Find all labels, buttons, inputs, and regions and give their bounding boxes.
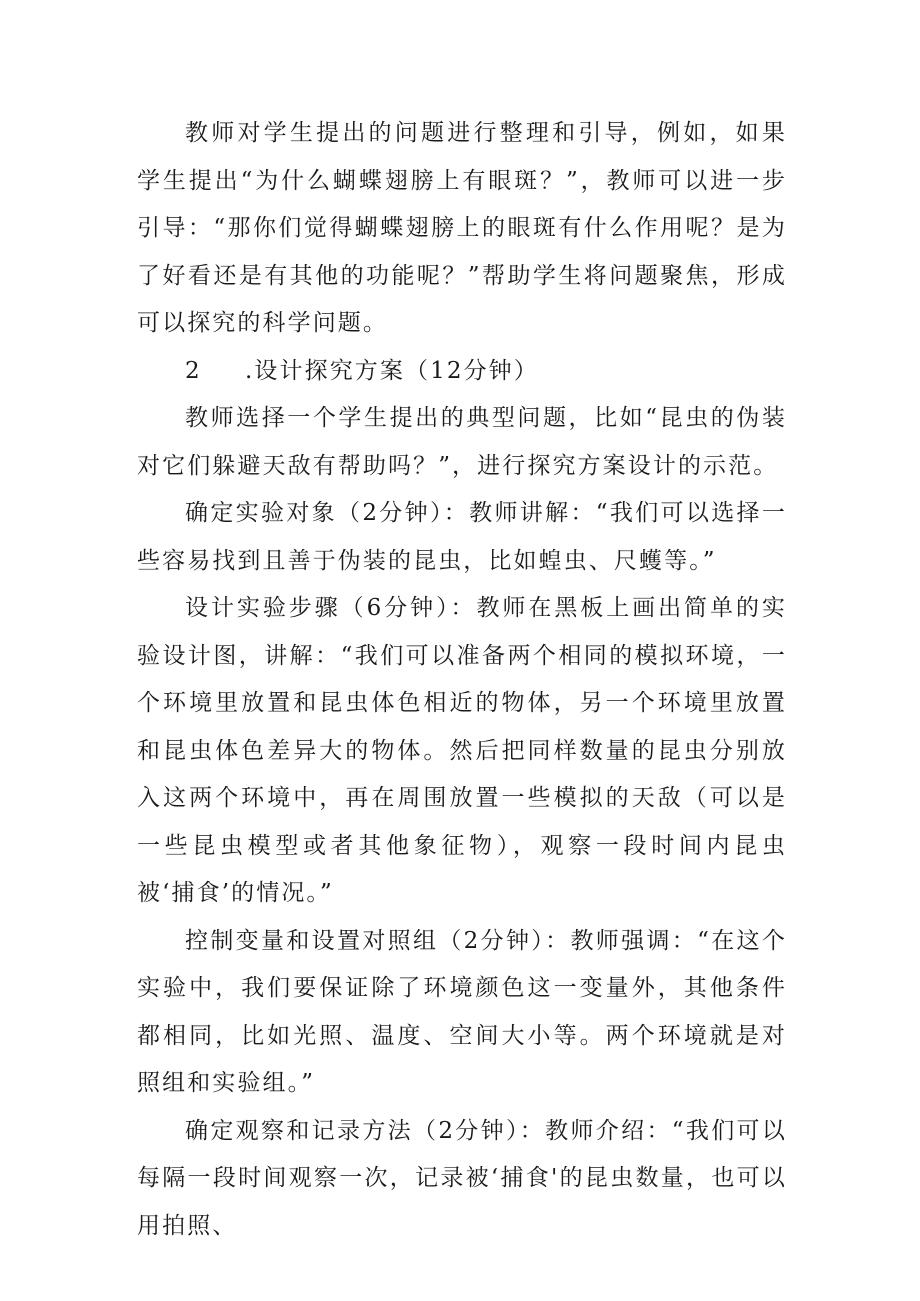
paragraph-demo-problem: 教师选择一个学生提出的典型问题，比如“昆虫的伪装对它们躲避天敌有帮助吗？”，进行探究方案设计的示范。 [137,405,787,479]
section-number: 2 [185,357,202,384]
section-title: .设计探究方案（12分钟） [245,357,539,384]
paragraph-question-guidance: 教师对学生提出的问题进行整理和引导，例如，如果学生提出“为什么蝴蝶翅膀上有眼斑？”，教师可以进一步引导：“那你们觉得蝴蝶翅膀上的眼斑有什么作用呢？是为了好看还是有其他的功能呢？”帮助学生将问题聚焦，形成可以探究的科学问题。 [137,120,787,336]
paragraph-experiment-subject: 确定实验对象（2分钟）：教师讲解：“我们可以选择一些容易找到且善于伪装的昆虫，比如蝗虫、尺蠖等。” [137,500,787,574]
section-heading [137,348,787,396]
paragraph-experiment-steps: 设计实验步骤（6分钟）：教师在黑板上画出简单的实验设计图，讲解：“我们可以准备两个相同的模拟环境，一个环境里放置和昆虫体色相近的物体，另一个环境里放置和昆虫体色差异大的物体。然后把同样数量的昆虫分别放入这两个环境中，再在周围放置一些模拟的天敌（可以是一些昆虫模型或者其他象征物），观察一段时间内昆虫被‘捕食’的情况。” [137,595,787,906]
document-page [137,110,787,1250]
paragraph-observation-method: 确定观察和记录方法（2分钟）：教师介绍：“我们可以每隔一段时间观察一次，记录被‘捕食'的昆虫数量，也可以用拍照、 [137,1117,787,1239]
paragraph-control-variables: 控制变量和设置对照组（2分钟）：教师强调：“在这个实验中，我们要保证除了环境颜色这一变量外，其他条件都相同，比如光照、温度、空间大小等。两个环境就是对照组和实验组。” [137,927,787,1096]
